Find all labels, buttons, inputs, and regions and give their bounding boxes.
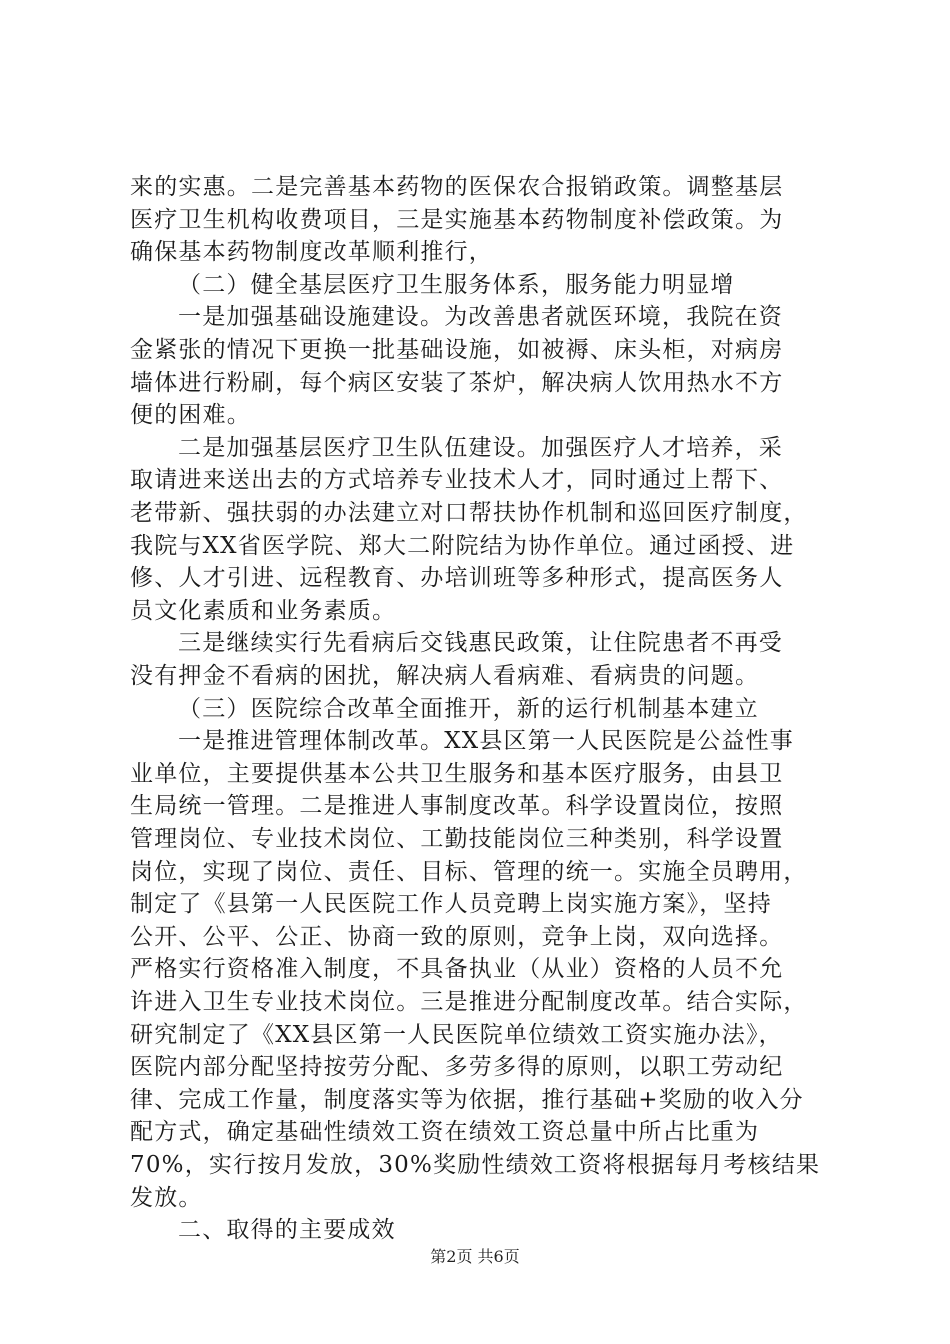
- text-line: 来的实惠。二是完善基本药物的医保农合报销政策。调整基层: [130, 174, 784, 200]
- text-line: 生局统一管理。二是推进人事制度改革。科学设置岗位，按照: [130, 793, 784, 820]
- text-line: 墙体进行粉刷，每个病区安装了茶炉，解决病人饮用热水不方: [130, 369, 784, 396]
- text-line: 研究制定了《XX县区第一人民医院单位绩效工资实施办法》，: [130, 1021, 783, 1048]
- text-line: 二、取得的主要成效: [178, 1217, 396, 1244]
- text-line: 许进入卫生专业技术岗位。三是推进分配制度改革。结合实际，: [130, 989, 808, 1015]
- text-line: 员文化素质和业务素质。: [130, 597, 397, 624]
- text-line: 70%，实行按月发放，30%奖励性绩效工资将根据每月考核结果: [130, 1152, 821, 1178]
- text-line: 岗位，实现了岗位、责任、目标、管理的统一。实施全员聘用，: [130, 858, 808, 885]
- text-line: 我院与XX省医学院、郑大二附院结为协作单位。通过函授、进: [130, 532, 795, 559]
- text-line: 公开、公平、公正、协商一致的原则，竞争上岗，双向选择。: [130, 923, 784, 950]
- text-line: 没有押金不看病的困扰，解决病人看病难、看病贵的问题。: [130, 663, 760, 689]
- text-line: 医院内部分配坚持按劳分配、多劳多得的原则，以职工劳动纪: [130, 1054, 784, 1081]
- page-footer: 第2页 共6页: [430, 1247, 520, 1266]
- text-line: 发放。: [130, 1184, 203, 1211]
- text-line: 确保基本药物制度改革顺利推行，: [130, 239, 493, 266]
- text-line: 取请进来送出去的方式培养专业技术人才，同时通过上帮下、: [130, 467, 784, 494]
- text-line: 一是推进管理体制改革。XX县区第一人民医院是公益性事: [178, 728, 794, 755]
- text-line: 金紧张的情况下更换一批基础设施，如被褥、床头柜，对病房: [130, 337, 784, 363]
- text-line: 修、人才引进、远程教育、办培训班等多种形式，提高医务人: [130, 565, 784, 592]
- text-line: 老带新、强扶弱的办法建立对口帮扶协作机制和巡回医疗制度，: [130, 500, 808, 526]
- text-line: 医疗卫生机构收费项目，三是实施基本药物制度补偿政策。为: [130, 206, 784, 233]
- text-line: 严格实行资格准入制度，不具备执业（从业）资格的人员不允: [130, 956, 784, 983]
- text-line: 三是继续实行先看病后交钱惠民政策，让住院患者不再受: [178, 630, 783, 657]
- text-line: 业单位，主要提供基本公共卫生服务和基本医疗服务，由县卫: [130, 760, 784, 787]
- text-line: 律、完成工作量，制度落实等为依据，推行基础+奖励的收入分: [130, 1086, 804, 1113]
- text-line: 二是加强基层医疗卫生队伍建设。加强医疗人才培养，采: [178, 434, 783, 461]
- text-line: 管理岗位、专业技术岗位、工勤技能岗位三种类别，科学设置: [130, 826, 784, 852]
- text-line: 制定了《县第一人民医院工作人员竞聘上岗实施方案》，坚持: [130, 891, 772, 918]
- text-line: 配方式，确定基础性绩效工资在绩效工资总量中所占比重为: [130, 1119, 760, 1146]
- text-line: （二）健全基层医疗卫生服务体系，服务能力明显增: [178, 271, 735, 298]
- text-line: 便的困难。: [130, 402, 251, 429]
- text-line: 一是加强基础设施建设。为改善患者就医环境，我院在资: [178, 304, 783, 331]
- text-line: （三）医院综合改革全面推开，新的运行机制基本建立: [178, 695, 759, 722]
